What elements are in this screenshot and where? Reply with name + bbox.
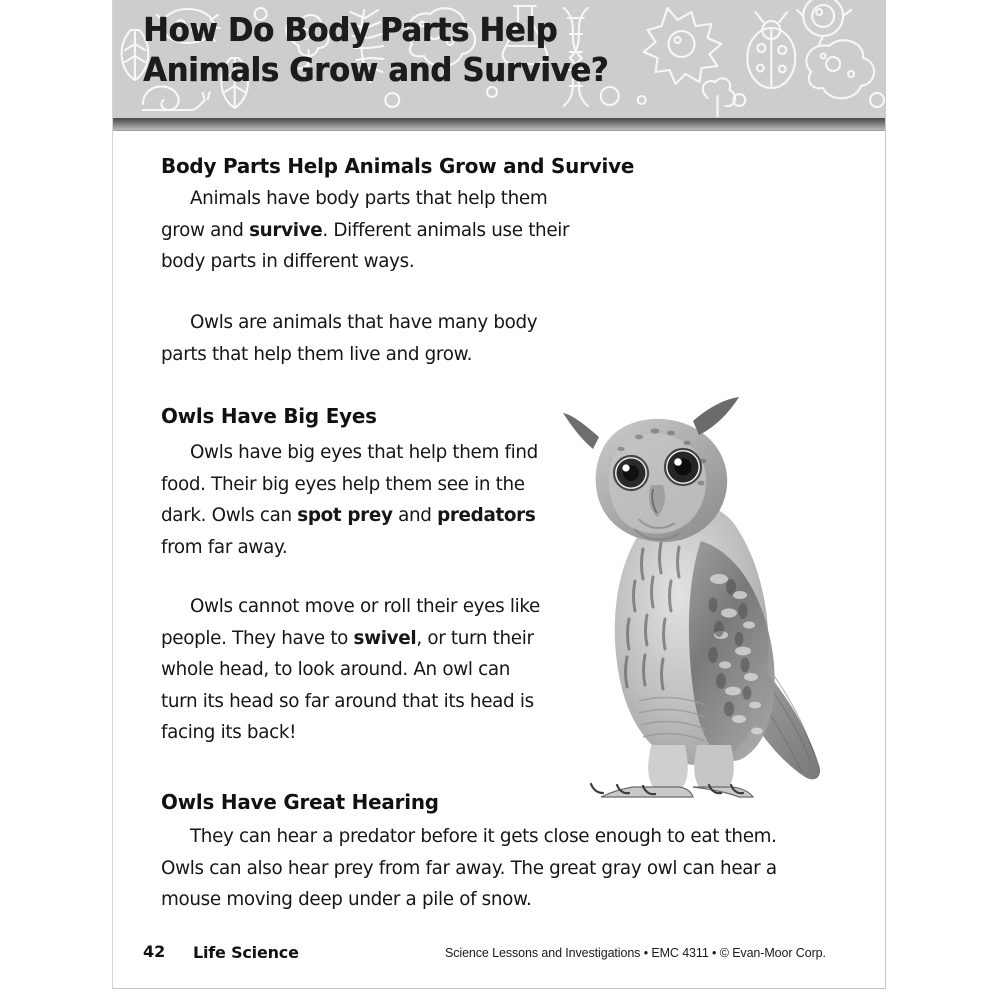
paragraph-3-text-c: from far away. xyxy=(161,535,288,558)
worksheet-page xyxy=(112,0,886,989)
amoeba-doodle xyxy=(806,40,874,98)
article-body xyxy=(113,131,885,928)
page-number: 42 xyxy=(143,942,166,961)
paragraph-animals-have-body-parts xyxy=(161,183,586,278)
page-header-banner xyxy=(113,0,885,118)
page-footer xyxy=(113,942,885,966)
paragraph-4-text-a: Owls cannot move or roll their eyes like people. They have to xyxy=(161,595,540,649)
keyword-predators: predators xyxy=(437,504,536,526)
paragraph-owls-are-animals: Owls are animals that have many body parts that help them live and grow. xyxy=(161,311,538,365)
page-title xyxy=(143,10,645,90)
paragraph-great-hearing: They can hear a predator before it gets close enough to eat them. Owls can also hear prey from far away. The great gray owl can hear a mouse moving deep under a pile of snow. xyxy=(161,825,777,910)
keyword-spot-prey: spot prey xyxy=(297,504,393,526)
flower-doodle xyxy=(703,78,735,116)
page-title-line-2: Animals Grow and Survive? xyxy=(143,50,609,89)
paragraph-swivel-head xyxy=(161,591,547,749)
heading-great-hearing: Owls Have Great Hearing xyxy=(161,790,439,814)
paragraph-3-text-a: Owls have big eyes that help them find food. Their big eyes help them see in the dark. Owls can xyxy=(161,441,538,526)
keyword-swivel: swivel xyxy=(353,626,417,649)
paragraph-4-text-b: , or turn their whole head, to look around. An owl can turn its head so far around that its head is facing its back! xyxy=(161,626,534,743)
footer-credit-line: Science Lessons and Investigations • EMC 4311 • © Evan-Moor Corp. xyxy=(445,946,826,960)
page-title-line-1: How Do Body Parts Help xyxy=(143,10,558,49)
snail-doodle xyxy=(143,86,210,110)
footer-section-label: Life Science xyxy=(193,943,299,962)
eagle-owl-photo xyxy=(543,373,843,798)
owl-eye-right xyxy=(664,448,702,486)
heading-owls-have-big-eyes: Owls Have Big Eyes xyxy=(161,404,377,428)
sun-microbe-doodle xyxy=(644,8,722,84)
owl-eye-left xyxy=(613,455,649,491)
paragraph-1-text-a: Animals have body parts that help them grow and xyxy=(161,187,548,241)
ladybug-doodle xyxy=(747,12,795,88)
paragraph-3-text-b: and xyxy=(392,504,438,526)
paragraph-1-text-b: . Different animals use their body parts in different ways. xyxy=(161,218,570,272)
heading-body-parts: Body Parts Help Animals Grow and Survive xyxy=(161,154,635,178)
cell-doodle xyxy=(797,0,851,44)
paragraph-big-eyes xyxy=(161,437,547,563)
header-divider-rule xyxy=(113,118,885,131)
keyword-survive: survive xyxy=(249,218,323,241)
